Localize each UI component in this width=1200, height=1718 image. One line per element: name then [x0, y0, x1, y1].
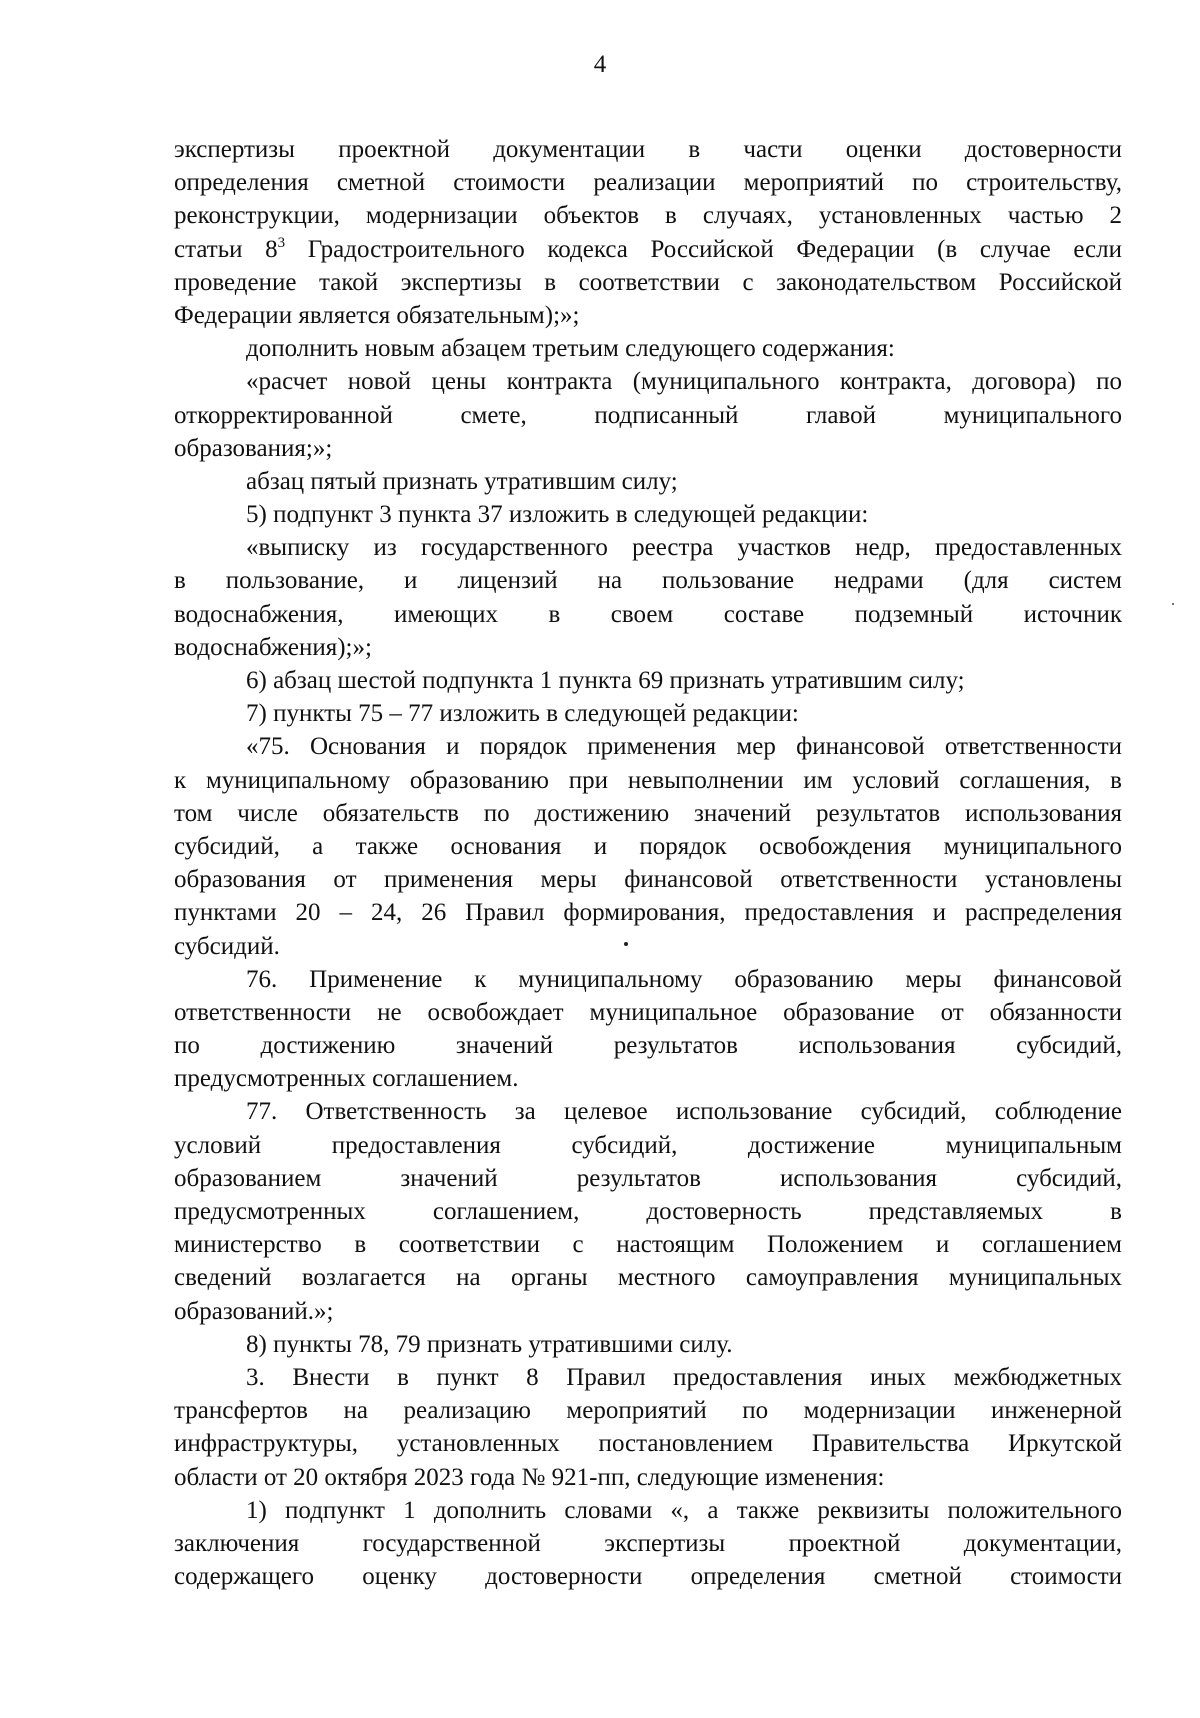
scan-artifact-dot	[1172, 603, 1174, 605]
text-line: образованием значений результатов использования субсидий,	[174, 1164, 1122, 1192]
text-segment: Градостроительного кодекса Российской Федерации (в случае если	[285, 235, 1122, 263]
text-line: ответственности не освобождает муниципальное образование от обязанности	[174, 998, 1122, 1026]
text-line: 5) подпункт 3 пункта 37 изложить в следующей редакции:	[246, 501, 869, 529]
text-line: 8) пункты 78, 79 признать утратившими силу.	[246, 1330, 733, 1358]
page-number: 4	[593, 51, 607, 78]
text-line: по достижению значений результатов использования субсидий,	[174, 1032, 1122, 1060]
superscript: 3	[277, 234, 286, 251]
text-line: Федерации является обязательным);»;	[174, 301, 580, 329]
text-line: водоснабжения, имеющих в своем составе подземный источник	[174, 600, 1122, 628]
text-line: дополнить новым абзацем третьим следующего содержания:	[246, 335, 895, 363]
text-line: сведений возлагается на органы местного самоуправления муниципальных	[174, 1264, 1122, 1292]
text-line: определения сметной стоимости реализации мероприятий по строительству,	[174, 169, 1122, 197]
text-line: «75. Основания и порядок применения мер финансовой ответственности	[246, 733, 1122, 761]
scan-artifact-dot	[624, 942, 628, 946]
text-line: министерство в соответствии с настоящим Положением и соглашением	[174, 1231, 1122, 1259]
text-line: субсидий, а также основания и порядок освобождения муниципального	[174, 832, 1122, 860]
text-line: 3. Внести в пункт 8 Правил предоставления иных межбюджетных	[246, 1363, 1122, 1391]
text-line: 6) абзац шестой подпункта 1 пункта 69 признать утратившим силу;	[246, 667, 965, 694]
text-line: пунктами 20 – 24, 26 Правил формирования, предоставления и распределения	[174, 899, 1122, 927]
text-line	[174, 233, 1122, 266]
text-line: предусмотренных соглашением.	[174, 1065, 519, 1093]
text-line: 77. Ответственность за целевое использование субсидий, соблюдение	[246, 1098, 1122, 1126]
text-line: предусмотренных соглашением, достоверность представляемых в	[174, 1198, 1122, 1225]
text-line: области от 20 октября 2023 года № 921-пп, следующие изменения:	[174, 1463, 885, 1491]
text-line: проведение такой экспертизы в соответствии с законодательством Российской	[174, 268, 1122, 296]
text-line: условий предоставления субсидий, достижение муниципальным	[174, 1131, 1122, 1159]
text-line: абзац пятый признать утратившим силу;	[246, 467, 678, 495]
text-line: содержащего оценку достоверности определения сметной стоимости	[174, 1563, 1122, 1591]
text-line: реконструкции, модернизации объектов в случаях, установленных частью 2	[174, 202, 1122, 230]
text-segment: статьи 8	[174, 235, 278, 263]
text-line: субсидий.	[174, 932, 280, 960]
text-line: инфраструктуры, установленных постановлением Правительства Иркутской	[174, 1430, 1122, 1458]
text-line: образования от применения меры финансовой ответственности установлены	[174, 866, 1122, 894]
text-line: в пользование, и лицензий на пользование недрами (для систем	[174, 567, 1122, 595]
text-line: откорректированной смете, подписанный главой муниципального	[174, 401, 1122, 429]
text-line: том числе обязательств по достижению значений результатов использования	[174, 799, 1122, 827]
text-line: заключения государственной экспертизы проектной документации,	[174, 1529, 1122, 1557]
text-line: 1) подпункт 1 дополнить словами «, а также реквизиты положительного	[246, 1496, 1122, 1524]
text-line: экспертизы проектной документации в части оценки достоверности	[174, 136, 1122, 163]
document-body	[174, 133, 1122, 1593]
text-line: 7) пункты 75 – 77 изложить в следующей редакции:	[246, 700, 799, 728]
text-line: образования;»;	[174, 434, 333, 462]
text-line: водоснабжения);»;	[174, 633, 372, 661]
text-line: 76. Применение к муниципальному образованию меры финансовой	[246, 965, 1122, 993]
text-line: образований.»;	[174, 1297, 334, 1325]
text-line: к муниципальному образованию при невыполнении им условий соглашения, в	[174, 766, 1122, 794]
text-line: «расчет новой цены контракта (муниципального контракта, договора) по	[246, 368, 1122, 396]
text-line: «выписку из государственного реестра участков недр, предоставленных	[246, 534, 1122, 562]
text-line: трансфертов на реализацию мероприятий по модернизации инженерной	[174, 1397, 1122, 1425]
